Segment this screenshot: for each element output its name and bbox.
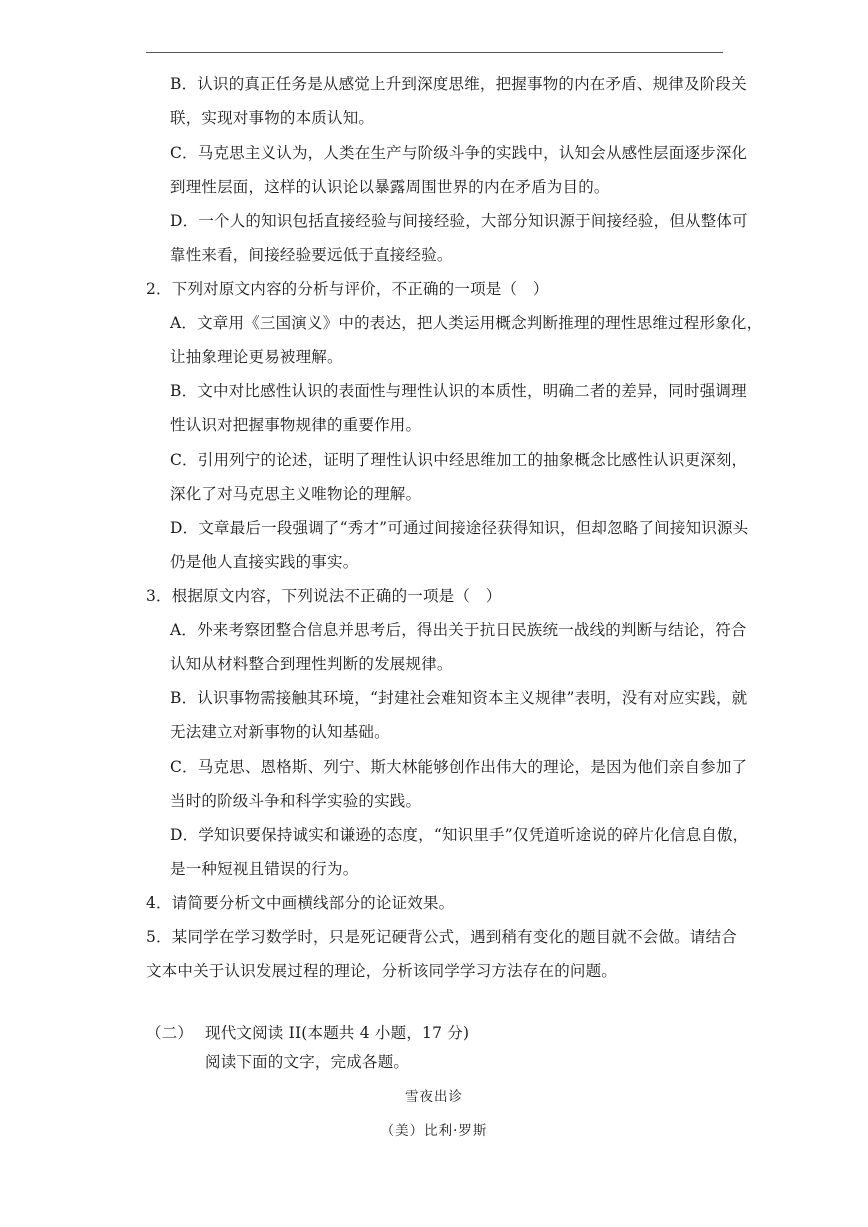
q2-option-c-line2: 深化了对马克思主义唯物论的理解。 <box>170 485 422 503</box>
q1-option-b-line1: B．认识的真正任务是从感觉上升到深度思维，把握事物的内在矛盾、规律及阶段关 <box>170 75 747 93</box>
q3-option-b-line1: B．认识事物需接触其环境，“封建社会难知资本主义规律”表明，没有对应实践，就 <box>170 689 748 707</box>
q2-option-b-line2: 性认识对把握事物规律的重要作用。 <box>170 416 422 434</box>
story-title: 雪夜出诊 <box>405 1089 463 1105</box>
story-author: （美）比利·罗斯 <box>380 1123 488 1139</box>
q1-option-d-line2: 靠性来看，间接经验要远低于直接经验。 <box>170 246 453 264</box>
q1-option-b-line2: 联，实现对事物的本质认知。 <box>170 109 375 127</box>
q1-option-c-line2: 到理性层面，这样的认识论以暴露周围世界的内在矛盾为目的。 <box>170 178 610 196</box>
q3-option-d-line2: 是一种短视且错误的行为。 <box>170 860 359 878</box>
header-rule <box>146 52 723 53</box>
q2-option-b-line1: B．文中对比感性认识的表面性与理性认识的本质性，明确二者的差异，同时强调理 <box>170 382 747 400</box>
q2-option-d-line2: 仍是他人直接实践的事实。 <box>170 553 359 571</box>
q3-option-a-line1: A．外来考察团整合信息并思考后，得出关于抗日民族统一战线的判断与结论，符合 <box>170 621 747 639</box>
question-3-stem: 3．根据原文内容，下列说法不正确的一项是（ ） <box>146 587 502 605</box>
section-instruction: 阅读下面的文字，完成各题。 <box>205 1053 410 1071</box>
question-2-stem: 2．下列对原文内容的分析与评价，不正确的一项是（ ） <box>146 280 549 298</box>
q3-option-c-line1: C．马克思、恩格斯、列宁、斯大林能够创作出伟大的理论，是因为他们亲自参加了 <box>170 758 748 776</box>
q2-option-a-line1: A．文章用《三国演义》中的表达，把人类运用概念判断推理的理性思维过程形象化， <box>170 314 763 332</box>
q3-option-d-line1: D．学知识要保持诚实和谦逊的态度，“知识里手”仅凭道听途说的碎片化信息自傲， <box>170 826 749 844</box>
question-5-stem-line1: 5．某同学在学习数学时，只是死记硬背公式，遇到稍有变化的题目就不会做。请结合 <box>146 928 737 946</box>
section-title: 现代文阅读 II(本题共 4 小题，17 分) <box>205 1024 470 1042</box>
q1-option-c-line1: C．马克思主义认为，人类在生产与阶级斗争的实践中，认知会从感性层面逐步深化 <box>170 144 748 162</box>
q3-option-a-line2: 认知从材料整合到理性判断的发展规律。 <box>170 655 453 673</box>
question-5-stem-line2: 文本中关于认识发展过程的理论，分析该同学学习方法存在的问题。 <box>146 962 618 980</box>
section-number: （二） <box>146 1024 194 1042</box>
q1-option-d-line1: D．一个人的知识包括直接经验与间接经验，大部分知识源于间接经验，但从整体可 <box>170 212 748 230</box>
question-4-stem: 4．请简要分析文中画横线部分的论证效果。 <box>146 894 455 912</box>
q2-option-c-line1: C．引用列宁的论述，证明了理性认识中经思维加工的抽象概念比感性认识更深刻， <box>170 451 748 469</box>
q3-option-b-line2: 无法建立对新事物的认知基础。 <box>170 723 390 741</box>
q2-option-d-line1: D．文章最后一段强调了“秀才”可通过间接途径获得知识，但却忽略了间接知识源头 <box>170 519 749 537</box>
q2-option-a-line2: 让抽象理论更易被理解。 <box>170 348 343 366</box>
q3-option-c-line2: 当时的阶级斗争和科学实验的实践。 <box>170 792 422 810</box>
